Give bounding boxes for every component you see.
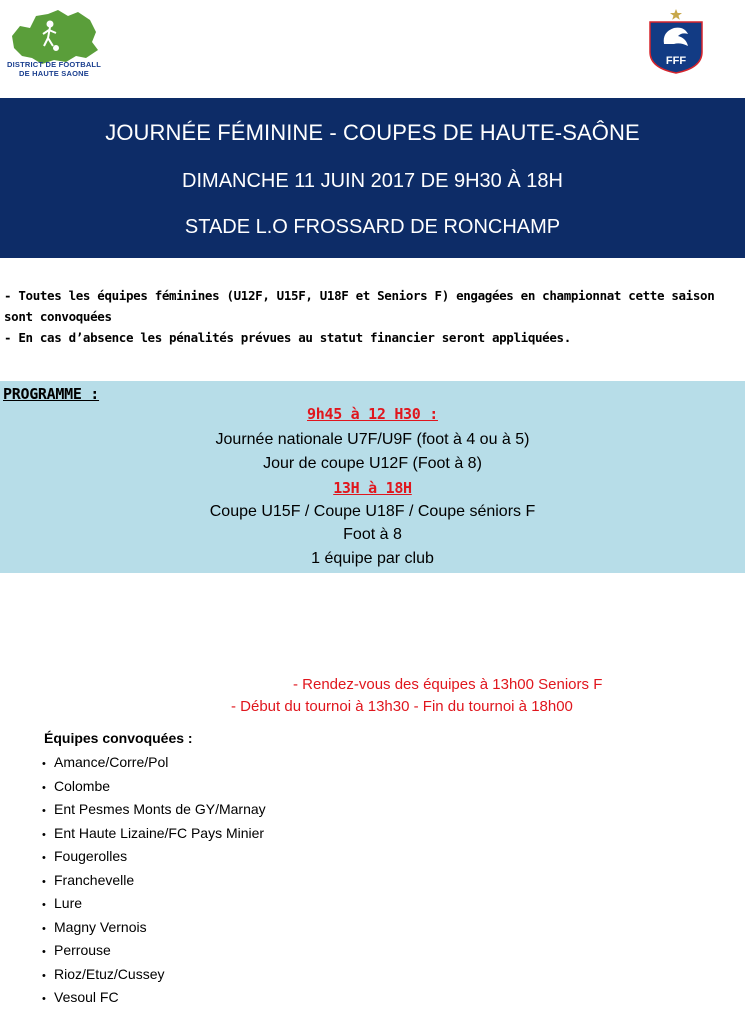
rendezvous-line: - Rendez-vous des équipes à 13h00 Seniors F bbox=[293, 676, 603, 693]
bullet-icon: • bbox=[42, 946, 46, 958]
title-banner bbox=[0, 98, 745, 258]
event-venue: STADE L.O FROSSARD DE RONCHAMP bbox=[184, 216, 561, 238]
bullet-icon: • bbox=[42, 899, 46, 911]
team-name: Rioz/Etuz/Cussey bbox=[54, 965, 165, 982]
bullet-icon: • bbox=[42, 875, 46, 888]
team-name: Ent Haute Lizaine/FC Pays Minier bbox=[54, 824, 265, 841]
programme-section bbox=[0, 381, 745, 573]
district-logo-text: DISTRICT DE FOOTBALL DE HAUTE SAONE bbox=[7, 60, 101, 78]
team-name: Franchevelle bbox=[54, 871, 135, 888]
list-item bbox=[42, 916, 266, 940]
tournament-times-line: - Début du tournoi à 13h30 - Fin du tournoi à 18h00 bbox=[231, 698, 573, 715]
note-convocation-line1: - Toutes les équipes féminines (U12F, U15F, U18F et Seniors F) engagées en championnat cette saison bbox=[4, 288, 715, 303]
bullet-icon: • bbox=[42, 828, 46, 841]
programme-slot1-line2: Jour de coupe U12F (Foot à 8) bbox=[263, 455, 482, 472]
list-item bbox=[42, 798, 266, 822]
bullet-icon: • bbox=[42, 922, 46, 935]
team-name: Magny Vernois bbox=[54, 918, 147, 935]
team-name: Lure bbox=[54, 895, 83, 911]
note-convocation-line2: sont convoquées bbox=[4, 309, 112, 324]
bullet-icon: • bbox=[42, 781, 46, 794]
bullet-icon: • bbox=[42, 852, 46, 864]
team-name: Ent Pesmes Monts de GY/Marnay bbox=[54, 801, 266, 817]
list-item bbox=[42, 775, 266, 799]
list-item bbox=[42, 751, 266, 775]
bullet-icon: • bbox=[42, 805, 46, 817]
bullet-icon: • bbox=[42, 969, 46, 982]
bullet-icon: • bbox=[42, 758, 46, 770]
programme-slot2-line2: Foot à 8 bbox=[343, 526, 402, 543]
programme-slot1-line1: Journée nationale U7F/U9F (foot à 4 ou à 5) bbox=[215, 431, 530, 448]
list-item bbox=[42, 822, 266, 846]
team-name: Amance/Corre/Pol bbox=[54, 754, 169, 770]
list-item bbox=[42, 986, 266, 1010]
team-name: Colombe bbox=[54, 777, 111, 794]
programme-slot2-line3: 1 équipe par club bbox=[311, 550, 434, 567]
programme-slot2-time: 13H à 18H bbox=[333, 479, 412, 497]
team-name: Vesoul FC bbox=[54, 989, 119, 1005]
intro-notes bbox=[4, 285, 744, 348]
programme-slot1-time: 9h45 à 12 H30 : bbox=[307, 405, 438, 423]
fff-logo bbox=[646, 8, 706, 74]
bullet-icon: • bbox=[42, 993, 46, 1005]
programme-slot2-line1: Coupe U15F / Coupe U18F / Coupe séniors F bbox=[209, 503, 536, 520]
event-date: DIMANCHE 11 JUIN 2017 DE 9H30 À 18H bbox=[182, 170, 563, 192]
teams-list bbox=[42, 751, 266, 1010]
event-title: JOURNÉE FÉMININE - COUPES DE HAUTE-SAÔNE bbox=[105, 120, 640, 145]
list-item bbox=[42, 892, 266, 916]
star-icon bbox=[670, 9, 682, 20]
team-name: Perrouse bbox=[54, 942, 111, 958]
list-item bbox=[42, 869, 266, 893]
haute-saone-map-icon bbox=[12, 10, 98, 64]
list-item bbox=[42, 845, 266, 869]
teams-title: Équipes convoquées : bbox=[44, 730, 193, 746]
list-item bbox=[42, 939, 266, 963]
note-penalties: - En cas d’absence les pénalités prévues au statut financier seront appliquées. bbox=[4, 330, 571, 345]
fff-logo-text: FFF bbox=[665, 55, 687, 67]
team-name: Fougerolles bbox=[54, 848, 128, 864]
programme-title: PROGRAMME : bbox=[3, 385, 100, 403]
list-item bbox=[42, 963, 266, 987]
